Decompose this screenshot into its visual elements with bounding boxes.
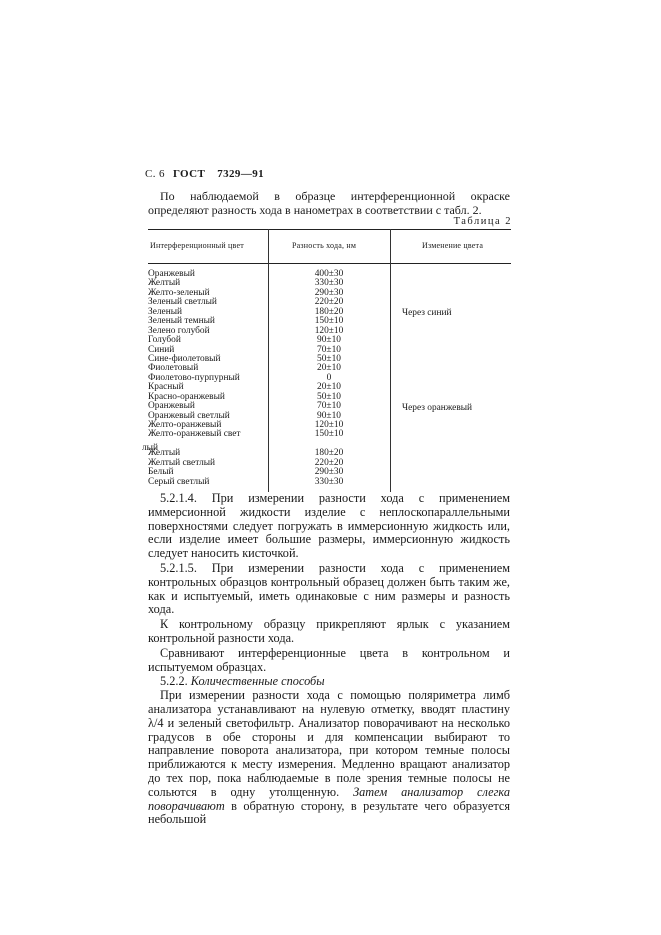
paragraph-quantitative xyxy=(148,689,510,827)
cell-value: 180±20 xyxy=(314,448,344,459)
header-change: Изменение цвета xyxy=(422,241,484,250)
table-header-rule xyxy=(148,263,511,264)
quant-text-italic: Затем анализатор слегка поворачивают xyxy=(148,784,511,813)
cell-value: 330±30 xyxy=(314,278,344,289)
change-through-blue: Через синий xyxy=(402,308,452,318)
header-difference: Разность хода, нм xyxy=(292,241,357,250)
cell-color: Серый светлый xyxy=(148,476,210,487)
cell-color: Зеленый темный xyxy=(148,316,215,327)
cell-value: 330±30 xyxy=(314,476,344,487)
cell-color: Фиолетово-пурпурный xyxy=(148,372,240,383)
cell-color: Желтый xyxy=(148,448,181,459)
cell-color: Сине-фиолетовый xyxy=(148,353,221,364)
cell-color: Оранжевый xyxy=(148,269,195,279)
cell-color: Оранжевый xyxy=(148,401,195,412)
cell-value: 150±10 xyxy=(314,316,344,327)
table-row xyxy=(148,478,510,487)
cell-color: Желтый светлый xyxy=(148,457,216,468)
cell-value: 120±10 xyxy=(314,325,344,336)
cell-value: 290±30 xyxy=(314,287,344,298)
cell-color: Желто-оранжевый xyxy=(148,420,222,430)
cell-color: Красно-оранжевый xyxy=(148,391,225,402)
paragraph-5-2-1-5: 5.2.1.5. При измерении разности хода с применением контрольных образцов контрольный образец должен быть таким же, как и испытуемый, иметь одинаковые с ним размеры и разность хода. xyxy=(148,560,510,617)
cell-value: 70±10 xyxy=(317,401,341,412)
paragraph-compare: Сравнивают интерференционные цвета в контрольном и испытуемом образцах. xyxy=(148,645,510,674)
table-top-rule xyxy=(148,229,511,230)
cell-value: 0 xyxy=(326,372,332,383)
cell-value: 120±10 xyxy=(314,420,344,430)
intro-text: По наблюдаемой в образце интерференционной окраске определяют разность хода в нанометрах в соответствии с табл. 2. xyxy=(148,189,510,217)
subsection-number: 5.2.2. xyxy=(160,674,188,689)
subsection-title: Количественные способы xyxy=(190,674,325,689)
cell-color: Зеленый светлый xyxy=(148,297,217,308)
quant-text-1: При измерении разности хода с помощью поляриметра лимб анализатора устанавливают на нулевую отметку, вводят пластину λ/4 и зеленый светофильтр. Анализатор поворачивают на несколько градусов в обе стороны и для компенсации выбирают то направление поворота анализатора, при котором темные полосы приближаются к месту измерения. Медленно вращают анализатор до тех пор, пока наблюдаемые в поле зрения темные полосы не сольются в одну утолщенную. xyxy=(148,688,510,799)
cell-color: Оранжевый светлый xyxy=(148,410,230,421)
cell-color: Фиолетовый xyxy=(148,363,199,374)
cell-value: 220±20 xyxy=(314,457,344,468)
change-through-orange: Через оранжевый xyxy=(402,403,473,413)
cell-value: 400±30 xyxy=(314,269,344,279)
cell-value: 20±10 xyxy=(317,382,341,393)
standard-number: 7329—91 xyxy=(217,168,265,180)
cell-color: Зелено голубой xyxy=(148,325,210,336)
cell-color: Синий xyxy=(148,344,175,355)
cell-value: 70±10 xyxy=(317,344,341,355)
standard-name: ГОСТ xyxy=(172,168,206,180)
cell-value: 90±10 xyxy=(317,335,341,346)
cell-value: 180±20 xyxy=(314,306,344,317)
cell-color: Красный xyxy=(148,382,184,393)
cell-color: Желто-оранжевый свет xyxy=(148,429,241,440)
paragraph-label: К контрольному образцу прикрепляют ярлык с указанием контрольной разности хода. xyxy=(148,617,510,645)
cell-value: 20±10 xyxy=(317,363,341,374)
paragraph-5-2-1-4: 5.2.1.4. При измерении разности хода с применением иммерсионной жидкости изделие с неплоскопараллельными поверхностями следует погружать в иммерсионную жидкость или, если изделие имеет большие размеры, иммерсионную жидкость следует наносить кисточкой. xyxy=(148,491,510,561)
cell-value: 150±10 xyxy=(314,429,344,440)
body-text xyxy=(148,492,510,828)
cell-color: Желтый xyxy=(148,278,181,289)
table-row xyxy=(148,430,510,439)
intro-paragraph xyxy=(148,189,510,217)
cell-value: 290±30 xyxy=(314,467,344,478)
quant-text-2: в обратную сторону, в результате чего образуется небольшой xyxy=(148,798,510,827)
subsection-heading xyxy=(148,675,510,689)
cell-value: 220±20 xyxy=(314,297,344,308)
page-number: С. 6 xyxy=(145,168,165,180)
cell-color: Желто-зеленый xyxy=(148,287,210,298)
cell-color: Белый xyxy=(148,467,174,478)
cell-value: 90±10 xyxy=(317,410,341,421)
table-body xyxy=(148,270,510,487)
cell-color: Голубой xyxy=(148,335,181,346)
row-continuation: лый xyxy=(142,443,158,453)
cell-value: 50±10 xyxy=(317,353,341,364)
page-header xyxy=(145,168,264,180)
cell-value: 50±10 xyxy=(317,391,341,402)
header-color: Интерференционный цвет xyxy=(150,241,244,250)
cell-color: Зеленый xyxy=(148,306,183,317)
table-label: Таблица 2 xyxy=(453,216,512,227)
